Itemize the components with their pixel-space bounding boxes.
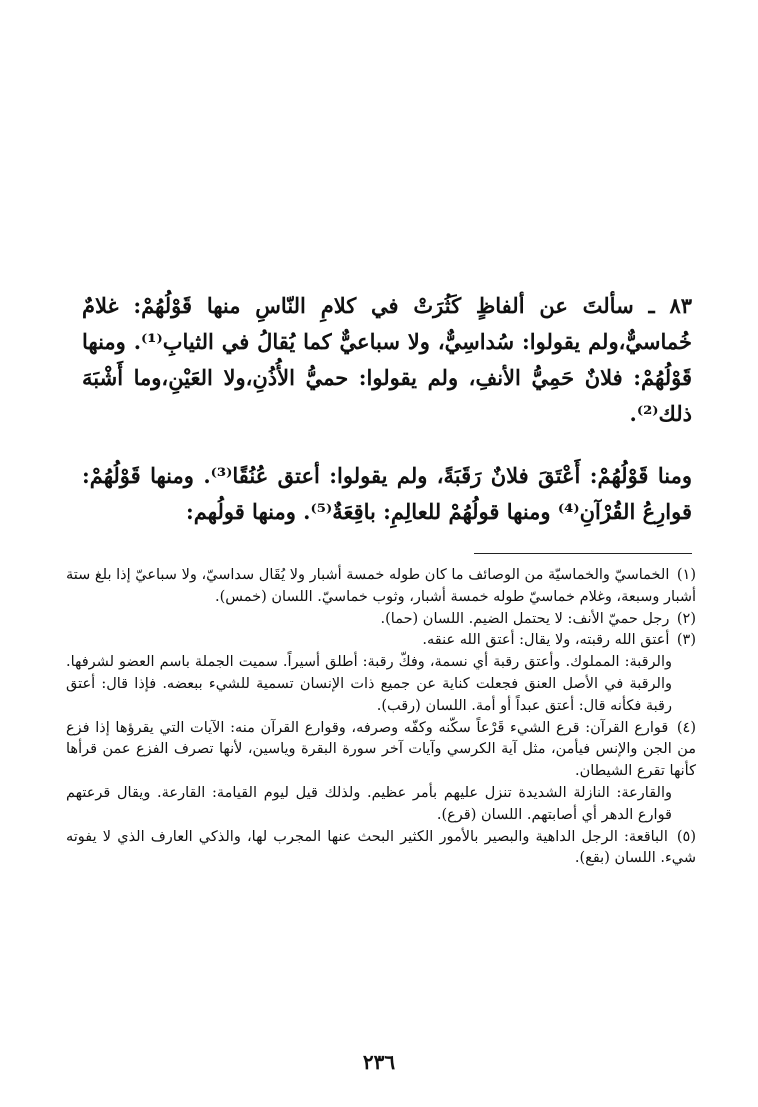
footnote-2-text: رجل حميّ الأنف: لا يحتمل الضيم. اللسان (حما). xyxy=(380,610,670,627)
question-83-paragraph: ٨٣ ـ سألتَ عن ألفاظٍ كَثُرَتْ في كلامِ النّاسِ منها قَوْلُهُمْ: غلامٌ خُماسيٌّ،ولم يقولوا: سُداسِيٌّ، ولا سباعيٌّ كما يُقالُ في الثيابِ⁽¹⁾. ومنها قَوْلُهُمْ: فلانٌ حَمِيُّ الأنفِ، ولم يقولوا: حميُّ الأُذُنِ،ولا العَيْنِ،وما أَشْبَهَ ذلك⁽²⁾. xyxy=(82,293,692,426)
footnote-3-text: أعتق الله رقبته، ولا يقال: أعتق الله عنقه. xyxy=(422,632,670,649)
page-number: ٢٣٦ xyxy=(362,1050,396,1074)
footnote-4-text: قوارع القرآن: قرع الشيء قَرْعاً سكّنه وكفّه وصرفه، وقوارع القرآن منه: الآيات التي يقرؤها إذا فزع من الجن والإنس فيأمن، مثل آية الكرسي وآيات آخر سورة البقرة وياسين، لأنها تصرف الفزع عمن قرأها كأنها تقرع الشيطان. xyxy=(66,719,696,780)
continuation-paragraph: ومنا قَوْلُهُمْ: أَعْتَقَ فلانٌ رَقَبَةً، ولم يقولوا: أعتق عُنُقًا⁽³⁾. ومنها قَوْلُهُمْ: قوارِعُ القُرْآنِ⁽⁴⁾ ومنها قولُهُمْ للعالِمِ: باقِعَةٌ⁽⁵⁾. ومنها قولُهم: xyxy=(82,463,692,524)
footnote-4-number: (٤) xyxy=(676,719,696,736)
footnote-separator xyxy=(474,553,692,554)
main-text xyxy=(82,288,692,530)
paragraph-spacer xyxy=(82,432,692,458)
footnote-3 xyxy=(66,630,696,652)
footnote-4 xyxy=(66,718,696,783)
footnote-2 xyxy=(66,609,696,631)
footnote-3-number: (٣) xyxy=(676,632,696,649)
footnote-5 xyxy=(66,827,696,871)
footnotes xyxy=(66,565,696,870)
footnote-1-number: (١) xyxy=(676,567,697,583)
footnote-1-text: الخماسيّ والخماسيّة من الوصائف ما كان طوله خمسة أشبار ولا يُقَال سداسيّ، ولا سباعيّ إذا بلغ ستة أشبار وسبعة، وغلام خماسيّ طوله خمسة أشبار، وثوب خماسيّ. اللسان (خمس). xyxy=(66,567,696,605)
footnote-2-number: (٢) xyxy=(676,610,696,627)
footnote-3-continuation: والرقبة: المملوك. وأعتق رقبة أي نسمة، وفكّ رقبة: أطلق أسيراً. سميت الجملة باسم العضو لشرفها. والرقبة في الأصل العنق فجعلت كناية عن جميع ذات الإنسان تسمية للشيء ببعضه. فإذا قال: أعتق رقبة فكأنه قال: أعتق عبداً أو أمة. اللسان (رقب). xyxy=(66,654,672,714)
footnote-5-text: الباقعة: الرجل الداهية والبصير بالأمور الكثير البحث عنها المجرب لها، والذكي العارف الذي لا يفوته شيء. اللسان (بقع). xyxy=(66,828,696,867)
footnote-5-number: (٥) xyxy=(676,828,697,845)
footnote-1 xyxy=(66,565,696,609)
footnote-4-continuation: والقارعة: النازلة الشديدة تنزل عليهم بأمر عظيم. ولذلك قيل ليوم القيامة: القارعة. ويقال قرعتهم قوارع الدهر أي أصابتهم. اللسان (قرع). xyxy=(66,784,672,823)
